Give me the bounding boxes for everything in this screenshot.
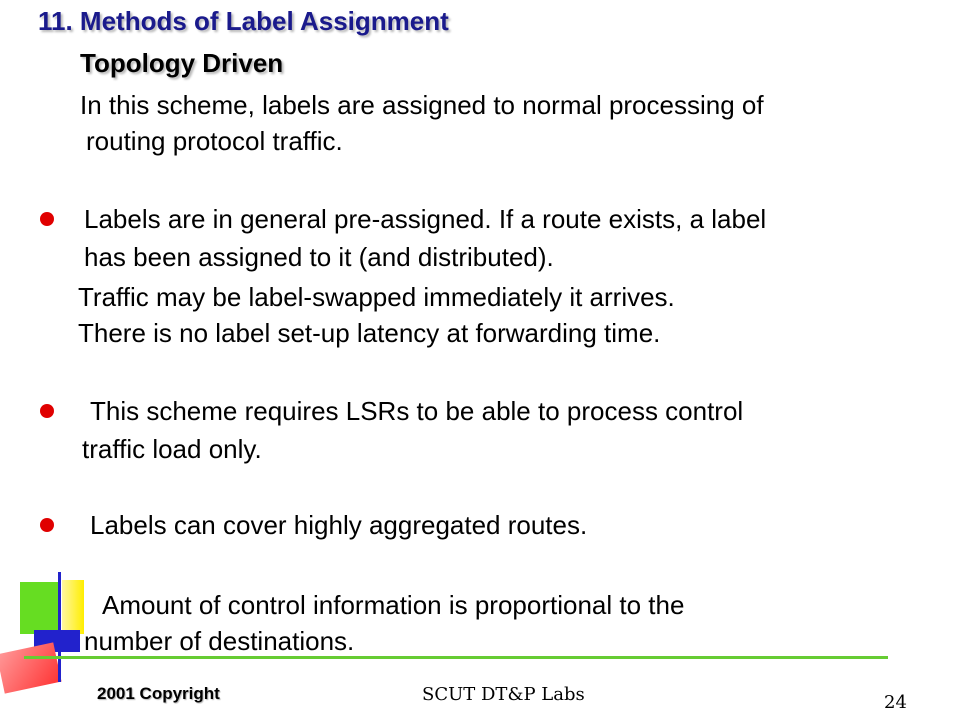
bullet-dot-1: [40, 212, 54, 226]
deco-yellow-block: [62, 580, 84, 634]
closing-line-2: number of destinations.: [84, 626, 355, 656]
footer-rule: [24, 656, 888, 659]
bullet-dot-2: [40, 404, 54, 418]
deco-red-block: [0, 642, 62, 693]
page-number: 24: [884, 692, 907, 713]
note-line-1: Traffic may be label-swapped immediately it arrives.: [78, 282, 675, 312]
intro-line-2: routing protocol traffic.: [86, 126, 343, 156]
bullet-2-line-1: This scheme requires LSRs to be able to process control: [90, 396, 744, 426]
footer-lab: SCUT DT&P Labs: [422, 684, 585, 705]
bullet-2-line-2: traffic load only.: [82, 434, 262, 464]
intro-line-1: In this scheme, labels are assigned to normal processing of: [80, 90, 764, 120]
bullet-1-line-2: has been assigned to it (and distributed).: [84, 242, 554, 272]
note-line-2: There is no label set-up latency at forwarding time.: [78, 318, 661, 348]
slide-title: 11. Methods of Label Assignment: [38, 6, 449, 36]
slide-subtitle: Topology Driven: [80, 48, 284, 78]
bullet-3-line-1: Labels can cover highly aggregated routes.: [90, 510, 588, 540]
deco-green-block: [20, 582, 60, 634]
bullet-dot-3: [40, 518, 54, 532]
footer-copyright: 2001 Copyright: [97, 684, 220, 703]
closing-line-1: Amount of control information is proportional to the: [102, 590, 685, 620]
deco-vertical-line: [58, 572, 61, 682]
bullet-1-line-1: Labels are in general pre-assigned. If a route exists, a label: [84, 204, 767, 234]
